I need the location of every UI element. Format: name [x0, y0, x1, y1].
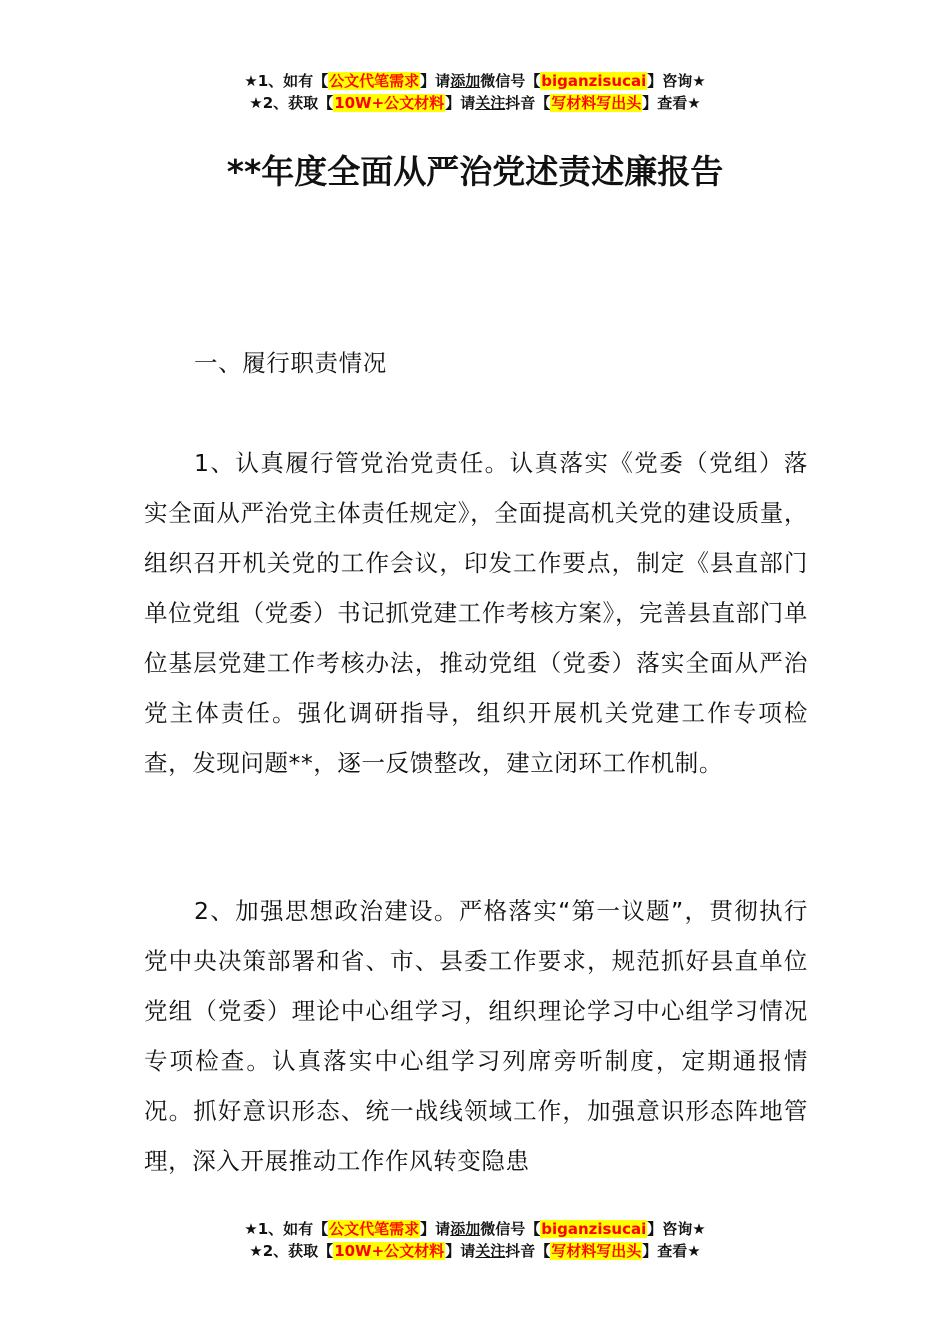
promo-header [0, 70, 950, 114]
promo-footer-line-2 [0, 1240, 950, 1262]
promo-line-1 [0, 70, 950, 92]
paragraph-1-container [144, 438, 808, 788]
promo-highlight-wechat-id: biganzisucai [541, 72, 647, 90]
promo-footer-line-2-prefix: ★2、获取【 [249, 1242, 334, 1260]
promo-footer-line-1-prefix: ★1、如有【 [244, 1220, 329, 1238]
promo-line-2-mid2: 抖音【 [505, 94, 551, 112]
promo-footer-underline-follow: 关注 [475, 1242, 506, 1260]
promo-line-1-suffix: 】咨询★ [647, 72, 706, 90]
promo-footer-highlight-materials: 10W+公文材料 [334, 1242, 445, 1260]
promo-footer-line-1 [0, 1218, 950, 1240]
promo-footer [0, 1218, 950, 1262]
promo-underline-add: 添加 [450, 72, 481, 90]
promo-line-1-mid: 】请 [420, 72, 451, 90]
promo-line-2 [0, 92, 950, 114]
promo-line-2-prefix: ★2、获取【 [249, 94, 334, 112]
paragraph-2: 2、加强思想政治建设。严格落实“第一议题”，贯彻执行党中央决策部署和省、市、县委工作要求，规范抓好县直单位党组（党委）理论中心组学习，组织理论学习中心组学习情况专项检查。认真落实中心组学习列席旁听制度，定期通报情况。抓好意识形态、统一战线领域工作，加强意识形态阵地管理，深入开展推动工作作风转变隐患 [144, 897, 808, 1175]
promo-highlight-service: 公文代笔需求 [329, 72, 420, 90]
promo-line-1-mid2: 微信号【 [480, 72, 541, 90]
promo-footer-highlight-douyin: 写材料写出头 [551, 1242, 642, 1260]
promo-footer-line-2-mid: 】请 [445, 1242, 476, 1260]
promo-footer-highlight-service: 公文代笔需求 [329, 1220, 420, 1238]
promo-footer-line-2-mid2: 抖音【 [505, 1242, 551, 1260]
promo-highlight-materials: 10W+公文材料 [334, 94, 445, 112]
promo-footer-line-1-mid: 】请 [420, 1220, 451, 1238]
promo-underline-follow: 关注 [475, 94, 506, 112]
promo-footer-line-1-mid2: 微信号【 [480, 1220, 541, 1238]
promo-footer-line-2-suffix: 】查看★ [642, 1242, 701, 1260]
promo-highlight-douyin: 写材料写出头 [551, 94, 642, 112]
promo-footer-line-1-suffix: 】咨询★ [647, 1220, 706, 1238]
promo-footer-underline-add: 添加 [450, 1220, 481, 1238]
promo-line-2-mid: 】请 [445, 94, 476, 112]
section-heading: 一、履行职责情况 [194, 349, 387, 377]
promo-line-1-prefix: ★1、如有【 [244, 72, 329, 90]
promo-line-2-suffix: 】查看★ [642, 94, 701, 112]
paragraph-2-container [144, 886, 808, 1186]
promo-footer-highlight-wechat-id: biganzisucai [541, 1220, 647, 1238]
paragraph-1: 1、认真履行管党治党责任。认真落实《党委（党组）落实全面从严治党主体责任规定》，全面提高机关党的建设质量，组织召开机关党的工作会议，印发工作要点，制定《县直部门单位党组（党委）书记抓党建工作考核方案》，完善县直部门单位基层党建工作考核办法，推动党组（党委）落实全面从严治党主体责任。强化调研指导，组织开展机关党建工作专项检查，发现问题**，逐一反馈整改，建立闭环工作机制。 [144, 449, 808, 777]
document-title: **年度全面从严治党述责述廉报告 [226, 152, 724, 191]
